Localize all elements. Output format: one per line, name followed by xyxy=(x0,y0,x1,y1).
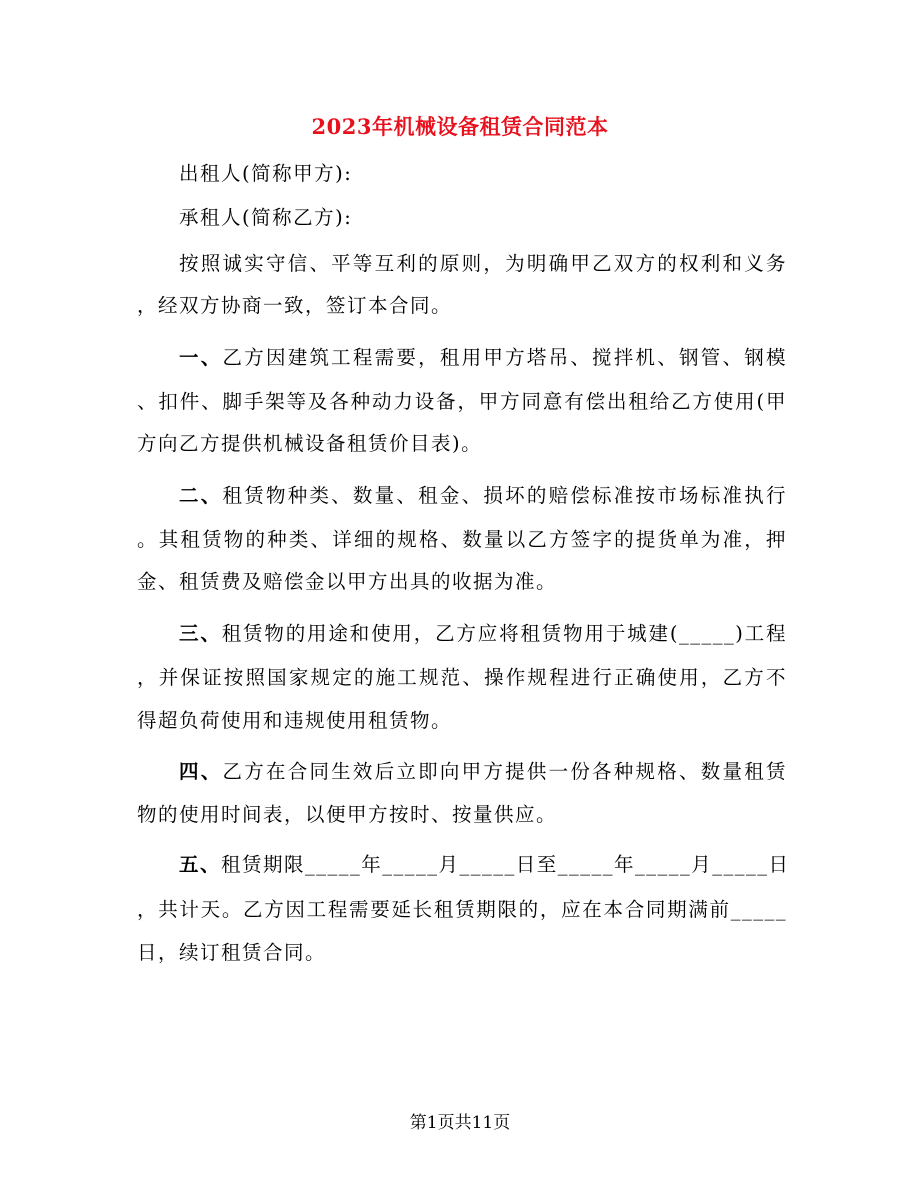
clause-2-line xyxy=(179,482,787,510)
clause-1-line xyxy=(179,344,787,372)
clause-4-line: 物的使用时间表，以便甲方按时、按量供应。 xyxy=(137,803,558,826)
clause-5-line xyxy=(179,851,790,879)
clause-4-line xyxy=(179,758,787,786)
clause-3-line: ，并保证按照国家规定的施工规范、操作规程进行正确使用，乙方不 xyxy=(137,666,787,689)
clause-2-number: 二、 xyxy=(179,484,223,507)
document-title: 2023年机械设备租赁合同范本 xyxy=(311,114,609,139)
page-number: 第1页共11页 xyxy=(409,1113,511,1133)
intro-line: 按照诚实守信、平等互利的原则，为明确甲乙双方的权利和义务 xyxy=(179,252,787,275)
clause-5-line: 日，续订租赁合同。 xyxy=(137,941,327,964)
lessee-line: 承租人(简称乙方): xyxy=(179,206,353,229)
clause-1-line: 、扣件、脚手架等及各种动力设备，甲方同意有偿出租给乙方使用(甲 xyxy=(137,390,787,413)
clause-5-line: ，共计天。乙方因工程需要延长租赁期限的，应在本合同期满前_____ xyxy=(137,898,787,921)
clause-3-number: 三、 xyxy=(179,622,222,645)
intro-line: ，经双方协商一致，签订本合同。 xyxy=(137,294,453,317)
clause-4-number: 四、 xyxy=(179,760,223,783)
clause-2-text: 租赁物种类、数量、租金、损坏的赔偿标准按市场标准执行 xyxy=(222,484,787,507)
clause-1-text: 乙方因建筑工程需要，租用甲方塔吊、搅拌机、钢管、钢模 xyxy=(222,346,787,369)
clause-3-line: 得超负荷使用和违规使用租赁物。 xyxy=(137,709,453,732)
clause-3-text: 租赁物的用途和使用，乙方应将租赁物用于城建(_____)工程 xyxy=(221,622,787,645)
clause-5-number: 五、 xyxy=(179,853,222,876)
clause-5-text: 租赁期限_____年_____月_____日至_____年_____月_____日 xyxy=(221,853,790,876)
lessor-line: 出租人(简称甲方): xyxy=(179,162,353,185)
clause-2-line: 金、租赁费及赔偿金以甲方出具的收据为准。 xyxy=(137,570,558,593)
clause-4-text: 乙方在合同生效后立即向甲方提供一份各种规格、数量租赁 xyxy=(222,760,787,783)
clause-1-number: 一、 xyxy=(179,346,223,369)
clause-2-line: 。其租赁物的种类、详细的规格、数量以乙方签字的提货单为准，押 xyxy=(137,528,787,551)
clause-1-line: 方向乙方提供机械设备租赁价目表)。 xyxy=(137,432,483,455)
clause-3-line xyxy=(179,620,787,648)
